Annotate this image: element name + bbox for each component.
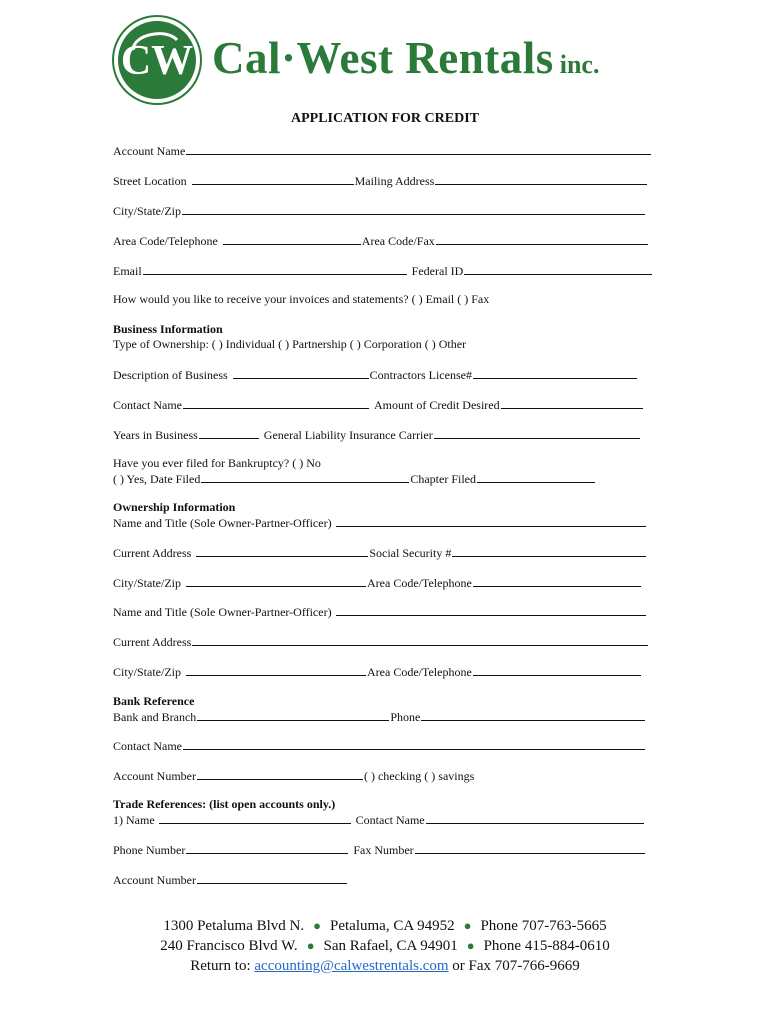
account-name-field[interactable]: [186, 143, 651, 155]
trade-account-number-label: Account Number: [113, 873, 196, 887]
owner-city-state-zip-field[interactable]: [186, 575, 366, 587]
row-owner2-city-telephone: [113, 664, 642, 680]
federal-id-field[interactable]: [464, 263, 652, 275]
trade-name-label: 1) Name: [113, 813, 155, 827]
owner2-city-state-zip-label: City/State/Zip: [113, 665, 181, 679]
trade-phone-number-field[interactable]: [186, 842, 348, 854]
amount-of-credit-field[interactable]: [501, 397, 643, 409]
bullet-icon: ●: [466, 938, 475, 953]
bank-contact-name-field[interactable]: [183, 738, 645, 750]
owner-city-state-zip-label: City/State/Zip: [113, 576, 181, 590]
mailing-address-label: Mailing Address: [354, 174, 435, 188]
bank-branch-field[interactable]: [197, 709, 389, 721]
owner2-area-code-telephone-label: Area Code/Telephone: [367, 665, 472, 679]
row-bankruptcy-details: [113, 471, 596, 487]
row-trade-name-contact: [113, 812, 645, 828]
federal-id-label: Federal ID: [411, 264, 464, 278]
footer-address-san-rafael: [0, 938, 770, 955]
bankruptcy-date-field[interactable]: [201, 471, 409, 483]
row-telephone-fax: [113, 233, 649, 249]
san-rafael-street: 240 Francisco Blvd W.: [160, 938, 298, 954]
years-in-business-field[interactable]: [199, 427, 259, 439]
amount-of-credit-label: Amount of Credit Desired: [373, 398, 500, 412]
bullet-icon: ●: [306, 938, 315, 953]
bank-contact-name-label: Contact Name: [113, 739, 182, 753]
owner-name-title-field[interactable]: [336, 515, 646, 527]
row-owner-name-title: [113, 515, 647, 531]
return-to-label: Return to:: [190, 958, 251, 974]
bank-phone-label: Phone: [390, 710, 421, 724]
row-owner-city-telephone: [113, 575, 642, 591]
form-title: APPLICATION FOR CREDIT: [291, 111, 479, 126]
city-state-zip-field[interactable]: [182, 203, 645, 215]
ownership-info-heading-text: Ownership Information: [113, 500, 236, 514]
street-location-label: Street Location: [113, 174, 187, 188]
owner2-name-title-label: Name and Title (Sole Owner-Partner-Officer): [113, 605, 332, 619]
area-code-fax-label: Area Code/Fax: [361, 234, 435, 248]
contractors-license-field[interactable]: [473, 367, 637, 379]
area-code-fax-field[interactable]: [436, 233, 648, 245]
account-name-label: Account Name: [113, 144, 186, 158]
owner-current-address-field[interactable]: [196, 545, 368, 557]
bank-phone-field[interactable]: [421, 709, 645, 721]
company-name-text: Cal·West Rentals: [212, 33, 554, 83]
san-rafael-phone: Phone 415-884-0610: [483, 938, 610, 954]
social-security-label: Social Security #: [369, 546, 452, 560]
trade-account-number-field[interactable]: [197, 872, 347, 884]
trade-phone-number-label: Phone Number: [113, 843, 186, 857]
chapter-filed-field[interactable]: [477, 471, 595, 483]
row-trade-account: [113, 872, 348, 888]
accounting-email-link[interactable]: accounting@calwestrentals.com: [254, 958, 449, 974]
san-rafael-city: San Rafael, CA 94901: [323, 938, 458, 954]
svg-text:CW: CW: [120, 38, 194, 84]
row-owner2-name-title: [113, 604, 647, 620]
owner-name-title-label: Name and Title (Sole Owner-Partner-Officer): [113, 516, 332, 530]
trade-fax-number-label: Fax Number: [353, 843, 414, 857]
owner2-name-title-field[interactable]: [336, 604, 646, 616]
row-street-mailing: [113, 173, 648, 189]
trade-name-field[interactable]: [159, 812, 351, 824]
years-in-business-label: Years in Business: [113, 428, 198, 442]
trade-fax-number-field[interactable]: [415, 842, 645, 854]
petaluma-city: Petaluma, CA 94952: [330, 918, 455, 934]
row-years-carrier: [113, 427, 641, 443]
row-owner2-address: [113, 634, 649, 650]
petaluma-street: 1300 Petaluma Blvd N.: [163, 918, 305, 934]
row-trade-phone-fax: [113, 842, 646, 858]
owner2-current-address-label: Current Address: [113, 635, 192, 649]
city-state-zip-label: City/State/Zip: [113, 204, 181, 218]
email-label: Email: [113, 264, 142, 278]
return-fax: or Fax 707-766-9669: [452, 958, 580, 974]
chapter-filed-label: Chapter Filed: [410, 472, 476, 486]
row-city-state-zip: [113, 203, 646, 219]
mailing-address-field[interactable]: [435, 173, 647, 185]
footer-return-to: [0, 958, 770, 975]
bullet-icon: ●: [463, 918, 472, 933]
bankruptcy-question[interactable]: Have you ever filed for Bankruptcy? ( ) No: [113, 456, 321, 470]
row-owner-address-ssn: [113, 545, 647, 561]
ownership-info-heading: [113, 500, 235, 515]
footer-address-petaluma: [0, 918, 770, 935]
invoice-delivery-question[interactable]: How would you like to receive your invoices and statements? ( ) Email ( ) Fax: [113, 292, 490, 306]
bank-reference-heading-text: Bank Reference: [113, 694, 195, 708]
row-description-license: [113, 367, 638, 383]
description-of-business-field[interactable]: [233, 367, 369, 379]
business-info-heading-text: Business Information: [113, 322, 223, 336]
row-bank-contact: [113, 738, 646, 754]
owner2-city-state-zip-field[interactable]: [186, 664, 366, 676]
petaluma-phone: Phone 707-763-5665: [480, 918, 607, 934]
social-security-field[interactable]: [452, 545, 646, 557]
business-info-heading: [113, 322, 223, 337]
bank-account-number-label: Account Number: [113, 769, 196, 783]
trade-contact-name-field[interactable]: [426, 812, 644, 824]
cw-monogram-logo: [111, 14, 203, 106]
owner-area-code-telephone-field[interactable]: [473, 575, 641, 587]
ownership-type-options[interactable]: Type of Ownership: ( ) Individual ( ) Partnership ( ) Corporation ( ) Other: [113, 337, 467, 351]
row-email-federal-id: [113, 263, 653, 279]
business-contact-name-label: Contact Name: [113, 398, 182, 412]
bank-reference-heading: [113, 694, 194, 709]
contractors-license-label: Contractors License#: [369, 368, 472, 382]
bank-branch-label: Bank and Branch: [113, 710, 197, 724]
description-of-business-label: Description of Business: [113, 368, 228, 382]
liability-carrier-label: General Liability Insurance Carrier: [263, 428, 433, 442]
owner2-area-code-telephone-field[interactable]: [473, 664, 641, 676]
account-type-options[interactable]: ( ) checking ( ) savings: [363, 769, 475, 783]
bankruptcy-yes-label[interactable]: ( ) Yes, Date Filed: [113, 472, 201, 486]
bullet-icon: ●: [313, 918, 321, 933]
street-location-field[interactable]: [192, 173, 354, 185]
company-suffix: inc.: [559, 50, 600, 79]
owner2-current-address-field[interactable]: [192, 634, 648, 646]
owner-area-code-telephone-label: Area Code/Telephone: [367, 576, 472, 590]
row-account-name: [113, 143, 652, 159]
trade-references-heading: [113, 797, 335, 812]
bank-account-number-field[interactable]: [197, 768, 363, 780]
row-bank-account: [113, 768, 474, 784]
area-code-telephone-field[interactable]: [223, 233, 361, 245]
trade-contact-name-label: Contact Name: [355, 813, 425, 827]
email-field[interactable]: [143, 263, 407, 275]
business-contact-name-field[interactable]: [183, 397, 369, 409]
row-contact-credit: [113, 397, 644, 413]
owner-current-address-label: Current Address: [113, 546, 192, 560]
trade-references-heading-text: Trade References: (list open accounts only.): [113, 797, 336, 811]
row-bank-branch-phone: [113, 709, 646, 725]
area-code-telephone-label: Area Code/Telephone: [113, 234, 218, 248]
liability-carrier-field[interactable]: [434, 427, 640, 439]
company-name: [212, 33, 600, 83]
